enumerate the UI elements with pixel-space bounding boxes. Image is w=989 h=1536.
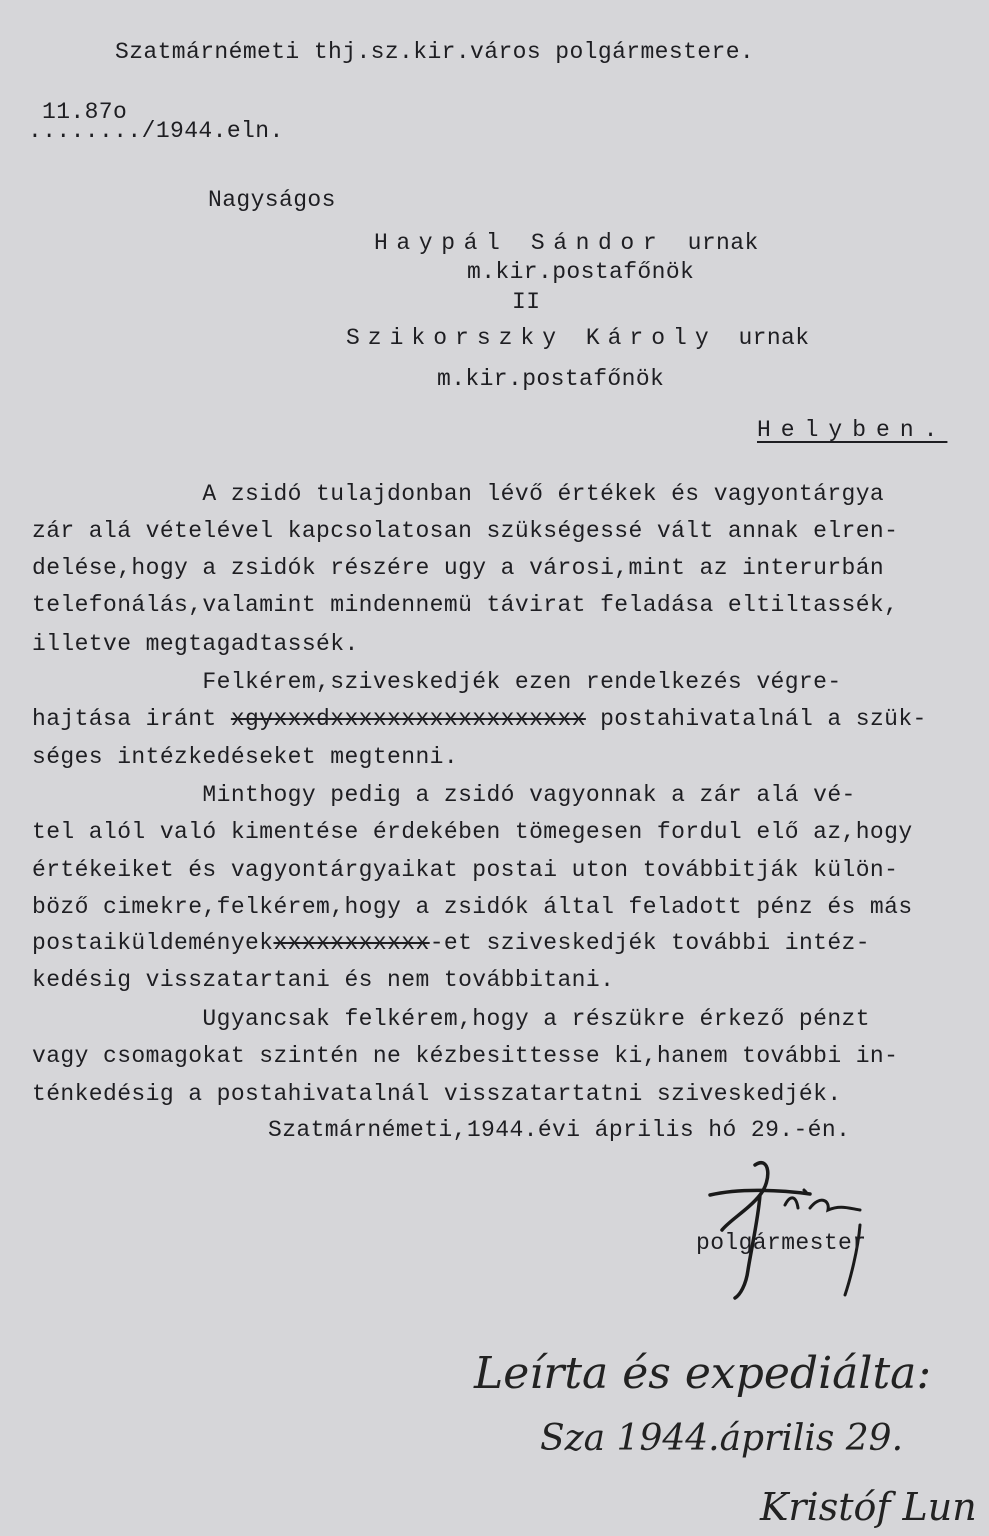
recipient-1 [374, 229, 759, 257]
recipient-separator: II [512, 289, 541, 315]
body-line: vagy csomagokat szintén ne kézbesittesse ki,hanem további in- [32, 1043, 899, 1069]
body-line: böző cimekre,felkérem,hogy a zsidók által feladott pénz és más [32, 894, 913, 920]
body-line: zár alá vételével kapcsolatosan szükségessé vált annak elren- [32, 518, 899, 544]
recipient-2-title: m.kir.postafőnök [437, 366, 665, 392]
body-line: illetve megtagadtassék. [32, 631, 359, 657]
body-line: ténkedésig a postahivatalnál visszatartatni sziveskedjék. [32, 1081, 842, 1107]
body-line: kedésig visszatartani és nem továbbitani. [32, 967, 615, 993]
reference-line: ......../1944.eln. [28, 118, 284, 144]
reference-number: 11.87o [42, 99, 128, 125]
body-line: hajtása iránt xgyxxxdxxxxxxxxxxxxxxxxxx postahivatalnál a szük- [32, 706, 927, 732]
recipient-1-suffix: urnak [687, 230, 759, 256]
body-line: A zsidó tulajdonban lévő értékek és vagyontárgya [32, 481, 885, 507]
handwritten-note-line: Leírta és expediálta: [474, 1348, 932, 1399]
body-line: Felkérem,sziveskedjék ezen rendelkezés végre- [32, 669, 842, 695]
body-line: delése,hogy a zsidók részére ugy a városi,mint az interurbán [32, 555, 885, 581]
body-line: postaiküldeményekxxxxxxxxxxx-et sziveskedjék további intéz- [32, 930, 870, 956]
letterhead: Szatmárnémeti thj.sz.kir.város polgármestere. [115, 39, 755, 65]
body-line: értékeiket és vagyontárgyaikat postai uton továbbitják külön- [32, 857, 899, 883]
body-line: telefonálás,valamint mindennemü távirat feladása eltiltassék, [32, 592, 899, 618]
date-line: Szatmárnémeti,1944.évi április hó 29.-én. [268, 1117, 851, 1143]
body-line: tel alól való kimentése érdekében tömegesen fordul elő az,hogy [32, 819, 913, 845]
signature-scribble [700, 1150, 900, 1300]
recipient-2 [346, 324, 809, 352]
recipient-2-suffix: urnak [738, 325, 810, 351]
body-line: séges intézkedéseket megtenni. [32, 744, 459, 770]
struck-text: xgyxxxdxxxxxxxxxxxxxxxxxx [230, 706, 586, 732]
salutation: Nagyságos [208, 187, 336, 213]
handwritten-note-line: Sza 1944.április 29. [540, 1418, 904, 1459]
location-line: Helyben. [757, 417, 948, 443]
struck-text: xxxxxxxxxxx [273, 930, 430, 956]
recipient-2-name: Szikorszky Károly [346, 325, 717, 351]
handwritten-note-line: Kristóf Lun [760, 1485, 977, 1529]
body-line: Ugyancsak felkérem,hogy a részükre érkező pénzt [32, 1006, 870, 1032]
recipient-1-name: Haypál Sándor [374, 230, 666, 256]
signature-title: polgármester [696, 1230, 867, 1256]
body-line: Minthogy pedig a zsidó vagyonnak a zár alá vé- [32, 782, 856, 808]
recipient-1-title: m.kir.postafőnök [467, 259, 695, 285]
